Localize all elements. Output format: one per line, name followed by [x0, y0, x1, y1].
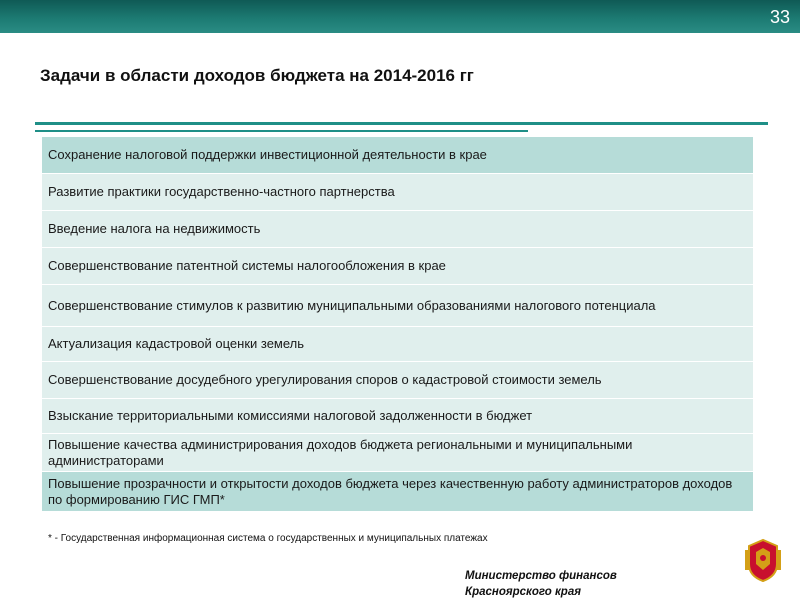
- table-row: [42, 399, 753, 434]
- ministry-line-1: Министерство финансов: [465, 570, 617, 582]
- table-row: [42, 434, 753, 472]
- ministry-label: [465, 568, 617, 600]
- task-text: Актуализация кадастровой оценки земель: [48, 336, 305, 351]
- task-text: Взыскание территориальными комиссиями налоговой задолженности в бюджет: [48, 408, 533, 423]
- task-text: Совершенствование досудебного урегулирования споров о кадастровой стоимости земель: [48, 372, 602, 387]
- task-text: Совершенствование патентной системы налогообложения в крае: [48, 258, 446, 273]
- slide-number: 33: [769, 7, 790, 27]
- task-table: [42, 137, 753, 512]
- table-row: [42, 327, 753, 362]
- task-text: Сохранение налоговой поддержки инвестиционной деятельности в крае: [48, 147, 487, 162]
- divider-thin: [35, 130, 528, 132]
- divider-thick: [35, 122, 768, 125]
- footnote: * - Государственная информационная система о государственных и муниципальных платежах: [48, 533, 488, 544]
- page-title: Задачи в области доходов бюджета на 2014-2016 гг: [40, 66, 474, 85]
- table-row: [42, 472, 753, 512]
- task-text: Развитие практики государственно-частного партнерства: [48, 184, 395, 199]
- task-text: Повышение качества администрирования доходов бюджета региональными и муниципальными администраторами: [48, 436, 633, 468]
- coat-of-arms-icon: [743, 538, 783, 582]
- task-text: Совершенствование стимулов к развитию муниципальными образованиями налогового потенциала: [48, 297, 656, 313]
- ministry-line-2: Красноярского края: [465, 586, 581, 598]
- table-row: [42, 211, 753, 248]
- task-text: Повышение прозрачности и открытости доходов бюджета через качественную работу администраторов доходов по формированию ГИС ГМП*: [48, 475, 733, 507]
- table-row: [42, 174, 753, 211]
- table-row: [42, 248, 753, 285]
- table-row: [42, 362, 753, 399]
- table-row: [42, 285, 753, 327]
- header-bar: [0, 0, 800, 33]
- table-row: [42, 137, 753, 174]
- task-text: Введение налога на недвижимость: [48, 221, 261, 236]
